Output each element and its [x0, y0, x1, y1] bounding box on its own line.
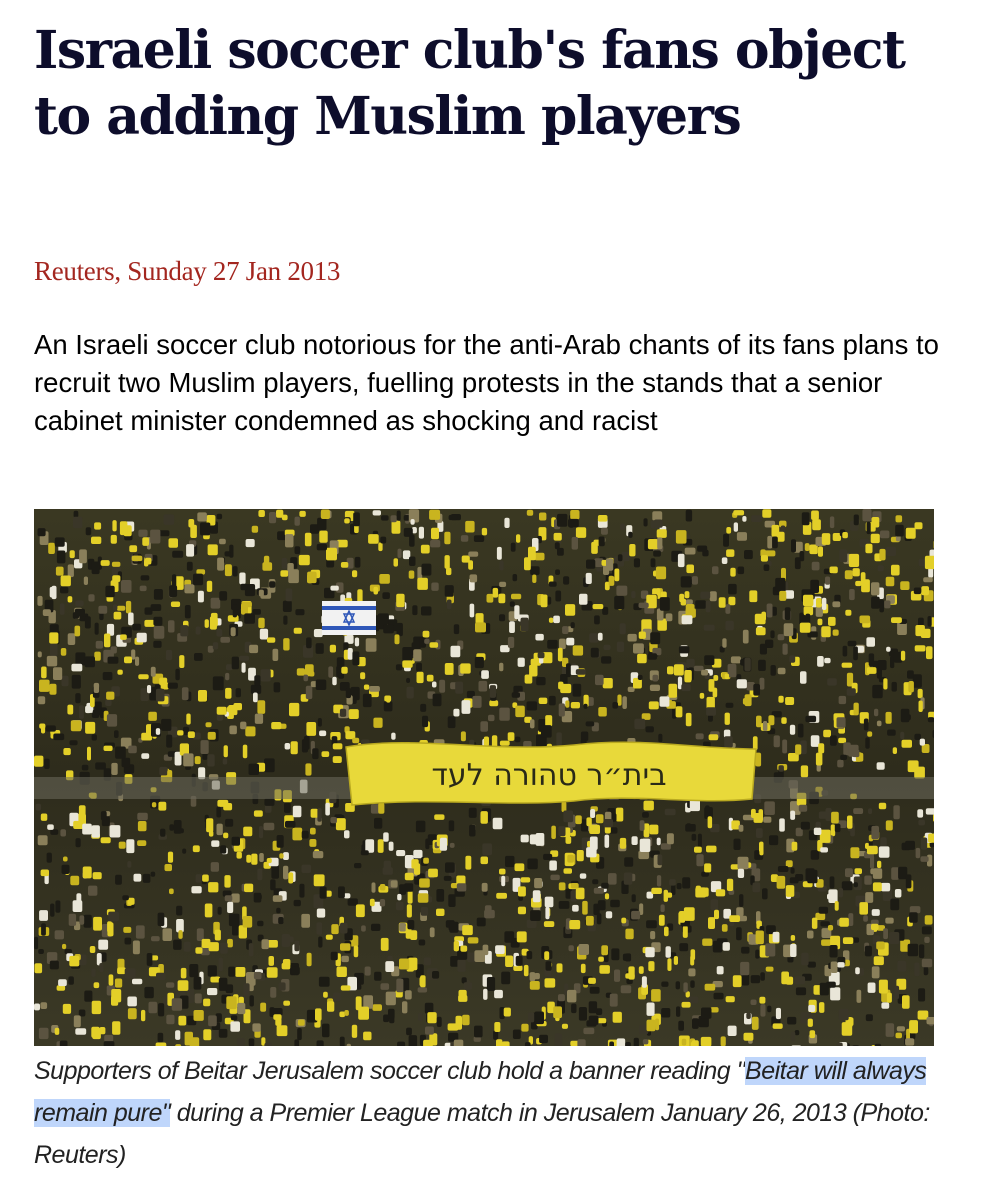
caption-highlight[interactable]: Beitar will always remain pure" — [34, 1057, 927, 1127]
caption-text-end: during a Premier League match in Jerusalem January 26, 2013 (Photo: Reuters) — [34, 1099, 930, 1169]
israel-flag-icon — [322, 601, 376, 635]
article-photo — [34, 509, 934, 1046]
article-headline: Israeli soccer club's fans object to adding Muslim players — [34, 20, 905, 147]
article-byline: Reuters, Sunday 27 Jan 2013 — [34, 256, 341, 286]
crowd-photo-illustration — [34, 509, 934, 1046]
article-standfirst: An Israeli soccer club notorious for the anti-Arab chants of its fans plans to recruit two Muslim players, fuelling protests in the stands that a senior cabinet minister condemned as shocking and racist — [34, 329, 939, 436]
banner-text: בית״ר טהורה לעד — [431, 758, 667, 793]
fan-banner — [346, 742, 756, 805]
photo-caption — [34, 1050, 944, 1176]
caption-text-start: Supporters of Beitar Jerusalem soccer club hold a banner reading " — [34, 1057, 746, 1085]
